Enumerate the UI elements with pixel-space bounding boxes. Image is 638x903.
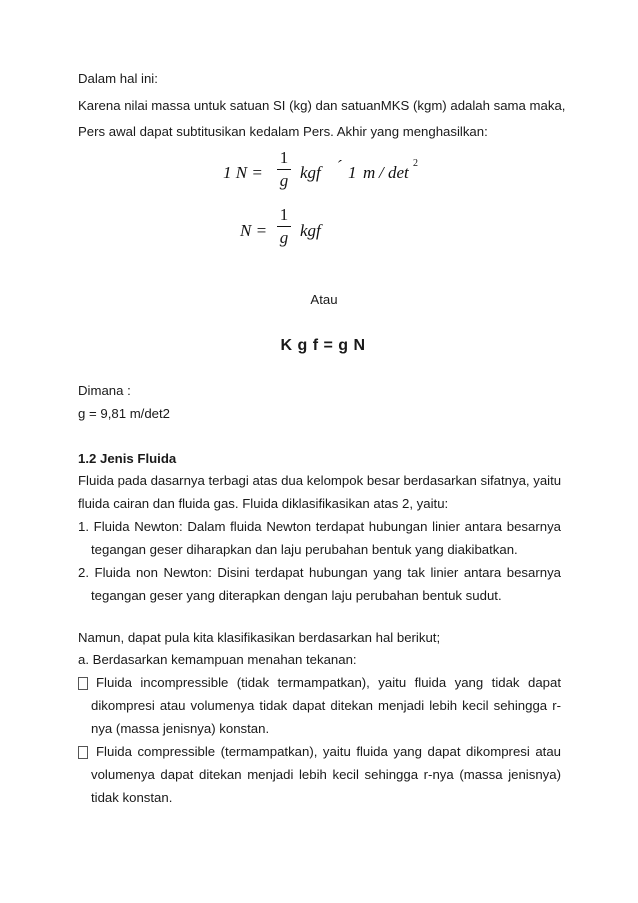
bullet-1-line-2: dikompresi atau volumenya tidak dapat ditekan menjadi lebih kecil sehingga r- (91, 698, 561, 713)
atau-text: Atau (310, 292, 338, 307)
eq1-left: 1 N = (223, 163, 263, 182)
dimana-value: g = 9,81 m/det2 (78, 406, 171, 421)
intro-line-2: Karena nilai massa untuk satuan SI (kg) dan satuanMKS (kgm) adalah sama maka, (78, 98, 566, 113)
list-item-1-line-2: tegangan geser diharapkan dan laju perubahan bentuk yang diakibatkan. (91, 542, 518, 557)
bullet-1-line-3: nya (massa jenisnya) konstan. (91, 721, 270, 736)
intro-line-3: Pers awal dapat subtitusikan kedalam Pers. Akhir yang menghasilkan: (78, 124, 488, 139)
eq2-left: N = (240, 221, 268, 240)
bullet-2-line-3: tidak konstan. (91, 790, 173, 805)
eq1-fraction-bar (277, 169, 291, 170)
eq1-one: 1 (348, 163, 357, 182)
eq1-m: m (363, 163, 376, 182)
bullet-2-row (78, 744, 561, 760)
eq2-fraction-bar (277, 226, 291, 227)
kgf-equation: K g f = g N (280, 337, 366, 354)
eq1-fraction (277, 148, 291, 190)
section-heading: 1.2 Jenis Fluida (78, 451, 177, 466)
list-item-2-line-1: 2. Fluida non Newton: Disini terdapat hubungan yang tak linier antara besarnya (78, 565, 561, 580)
bullet-1-line-1: Fluida incompressible (tidak termampatkan), yaitu fluida yang tidak dapat (96, 675, 561, 690)
eq2-denominator: g (279, 228, 289, 247)
bullet-box-icon (78, 746, 88, 759)
eq2-numerator: 1 (279, 205, 289, 224)
section-para-line-2: fluida cairan dan fluida gas. Fluida diklasifikasikan atas 2, yaitu: (78, 496, 449, 511)
list-item-2-line-2: tegangan geser yang diterapkan dengan laju perubahan bentuk sudut. (91, 588, 502, 603)
eq1-exponent: 2 (413, 158, 418, 169)
eq2-fraction (277, 205, 291, 247)
section-para-line-1: Fluida pada dasarnya terbagi atas dua kelompok besar berdasarkan sifatnya, yaitu (78, 473, 562, 488)
eq1-unit: kgf (300, 163, 321, 182)
eq1-numerator: 1 (279, 148, 289, 167)
classif-line-1: Namun, dapat pula kita klasifikasikan berdasarkan hal berikut; (78, 630, 441, 645)
intro-line-1: Dalam hal ini: (78, 71, 158, 86)
eq1-per-det: / det (379, 163, 409, 182)
classif-line-2: a. Berdasarkan kemampuan menahan tekanan: (78, 652, 357, 667)
bullet-1-row (78, 675, 561, 691)
bullet-2-line-1: Fluida compressible (termampatkan), yaitu fluida yang dapat dikompresi atau (96, 744, 561, 759)
eq2-unit: kgf (300, 221, 321, 240)
eq1-times: ´ (336, 157, 342, 176)
eq1-denominator: g (279, 171, 289, 190)
bullet-box-icon (78, 677, 88, 690)
list-item-1-line-1: 1. Fluida Newton: Dalam fluida Newton terdapat hubungan linier antara besarnya (78, 519, 561, 534)
dimana-label: Dimana : (78, 383, 131, 398)
bullet-2-line-2: volumenya dapat ditekan menjadi lebih kecil sehingga r-nya (massa jenisnya) (91, 767, 561, 782)
